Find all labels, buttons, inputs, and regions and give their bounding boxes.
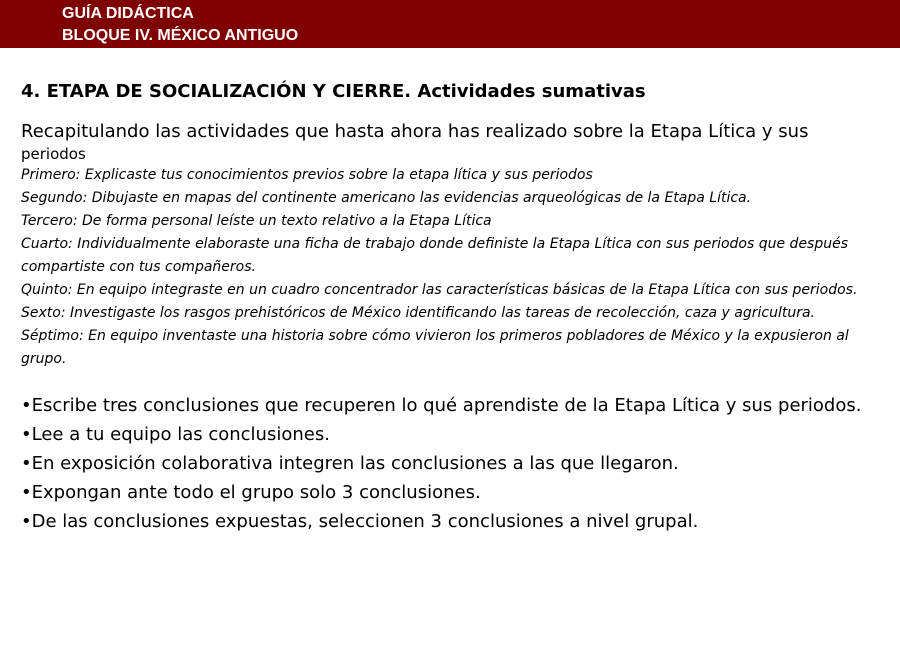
activity-text: : En equipo inventaste una historia sobre cómo vivieron los primeros pobladores de México y la expusieron al grupo. [21, 328, 849, 367]
tasks-list [21, 391, 871, 536]
activity-label: Séptimo [21, 328, 79, 344]
activity-text: : En equipo integraste en un cuadro concentrador las características básicas de la Etapa Lítica con sus periodos. [67, 282, 858, 298]
activity-label: Tercero [21, 213, 73, 229]
activity-label: Segundo [21, 190, 83, 206]
activity-label: Sexto [21, 305, 61, 321]
activity-text: : De forma personal leíste un texto relativo a la Etapa Lítica [72, 213, 492, 229]
intro-text: Recapitulando las actividades que hasta ahora has realizado sobre la Etapa Lítica y sus [21, 121, 809, 142]
list-item [21, 210, 871, 233]
task-item: •Escribe tres conclusiones que recuperen lo qué aprendiste de la Etapa Lítica y sus periodos. [21, 395, 862, 416]
intro-continuation: periodos [21, 145, 86, 163]
task-item: •Expongan ante todo el grupo solo 3 conclusiones. [21, 482, 481, 503]
header-banner [0, 0, 900, 48]
list-item [21, 302, 871, 325]
list-item [21, 279, 871, 302]
list-item [21, 325, 871, 371]
activity-text: : Individualmente elaboraste una ficha de trabajo donde definiste la Etapa Lítica con sus periodos que después compartiste con tus compañeros. [21, 236, 849, 275]
task-item: •Lee a tu equipo las conclusiones. [21, 424, 330, 445]
list-item [21, 164, 871, 187]
task-item: •En exposición colaborativa integren las conclusiones a las que llegaron. [21, 453, 679, 474]
activities-list [21, 164, 871, 371]
guide-title: GUÍA DIDÁCTICA [62, 5, 194, 22]
activity-text: : Dibujaste en mapas del continente americano las evidencias arqueológicas de la Etapa Lítica. [82, 190, 752, 206]
activity-label: Quinto [21, 282, 68, 298]
list-item [21, 187, 871, 210]
list-item [21, 233, 871, 279]
intro-paragraph [21, 120, 871, 164]
main-content [21, 80, 871, 536]
task-item: •De las conclusiones expuestas, seleccionen 3 conclusiones a nivel grupal. [21, 511, 699, 532]
section-title: 4. ETAPA DE SOCIALIZACIÓN Y CIERRE. Actividades sumativas [21, 81, 646, 102]
activity-text: : Explicaste tus conocimientos previos sobre la etapa lítica y sus periodos [75, 167, 593, 183]
activity-text: : Investigaste los rasgos prehistóricos de México identificando las tareas de recolección, caza y agricultura. [60, 305, 815, 321]
activity-label: Cuarto [21, 236, 69, 252]
block-title: BLOQUE IV. MÉXICO ANTIGUO [62, 27, 299, 44]
activity-label: Primero [21, 167, 76, 183]
